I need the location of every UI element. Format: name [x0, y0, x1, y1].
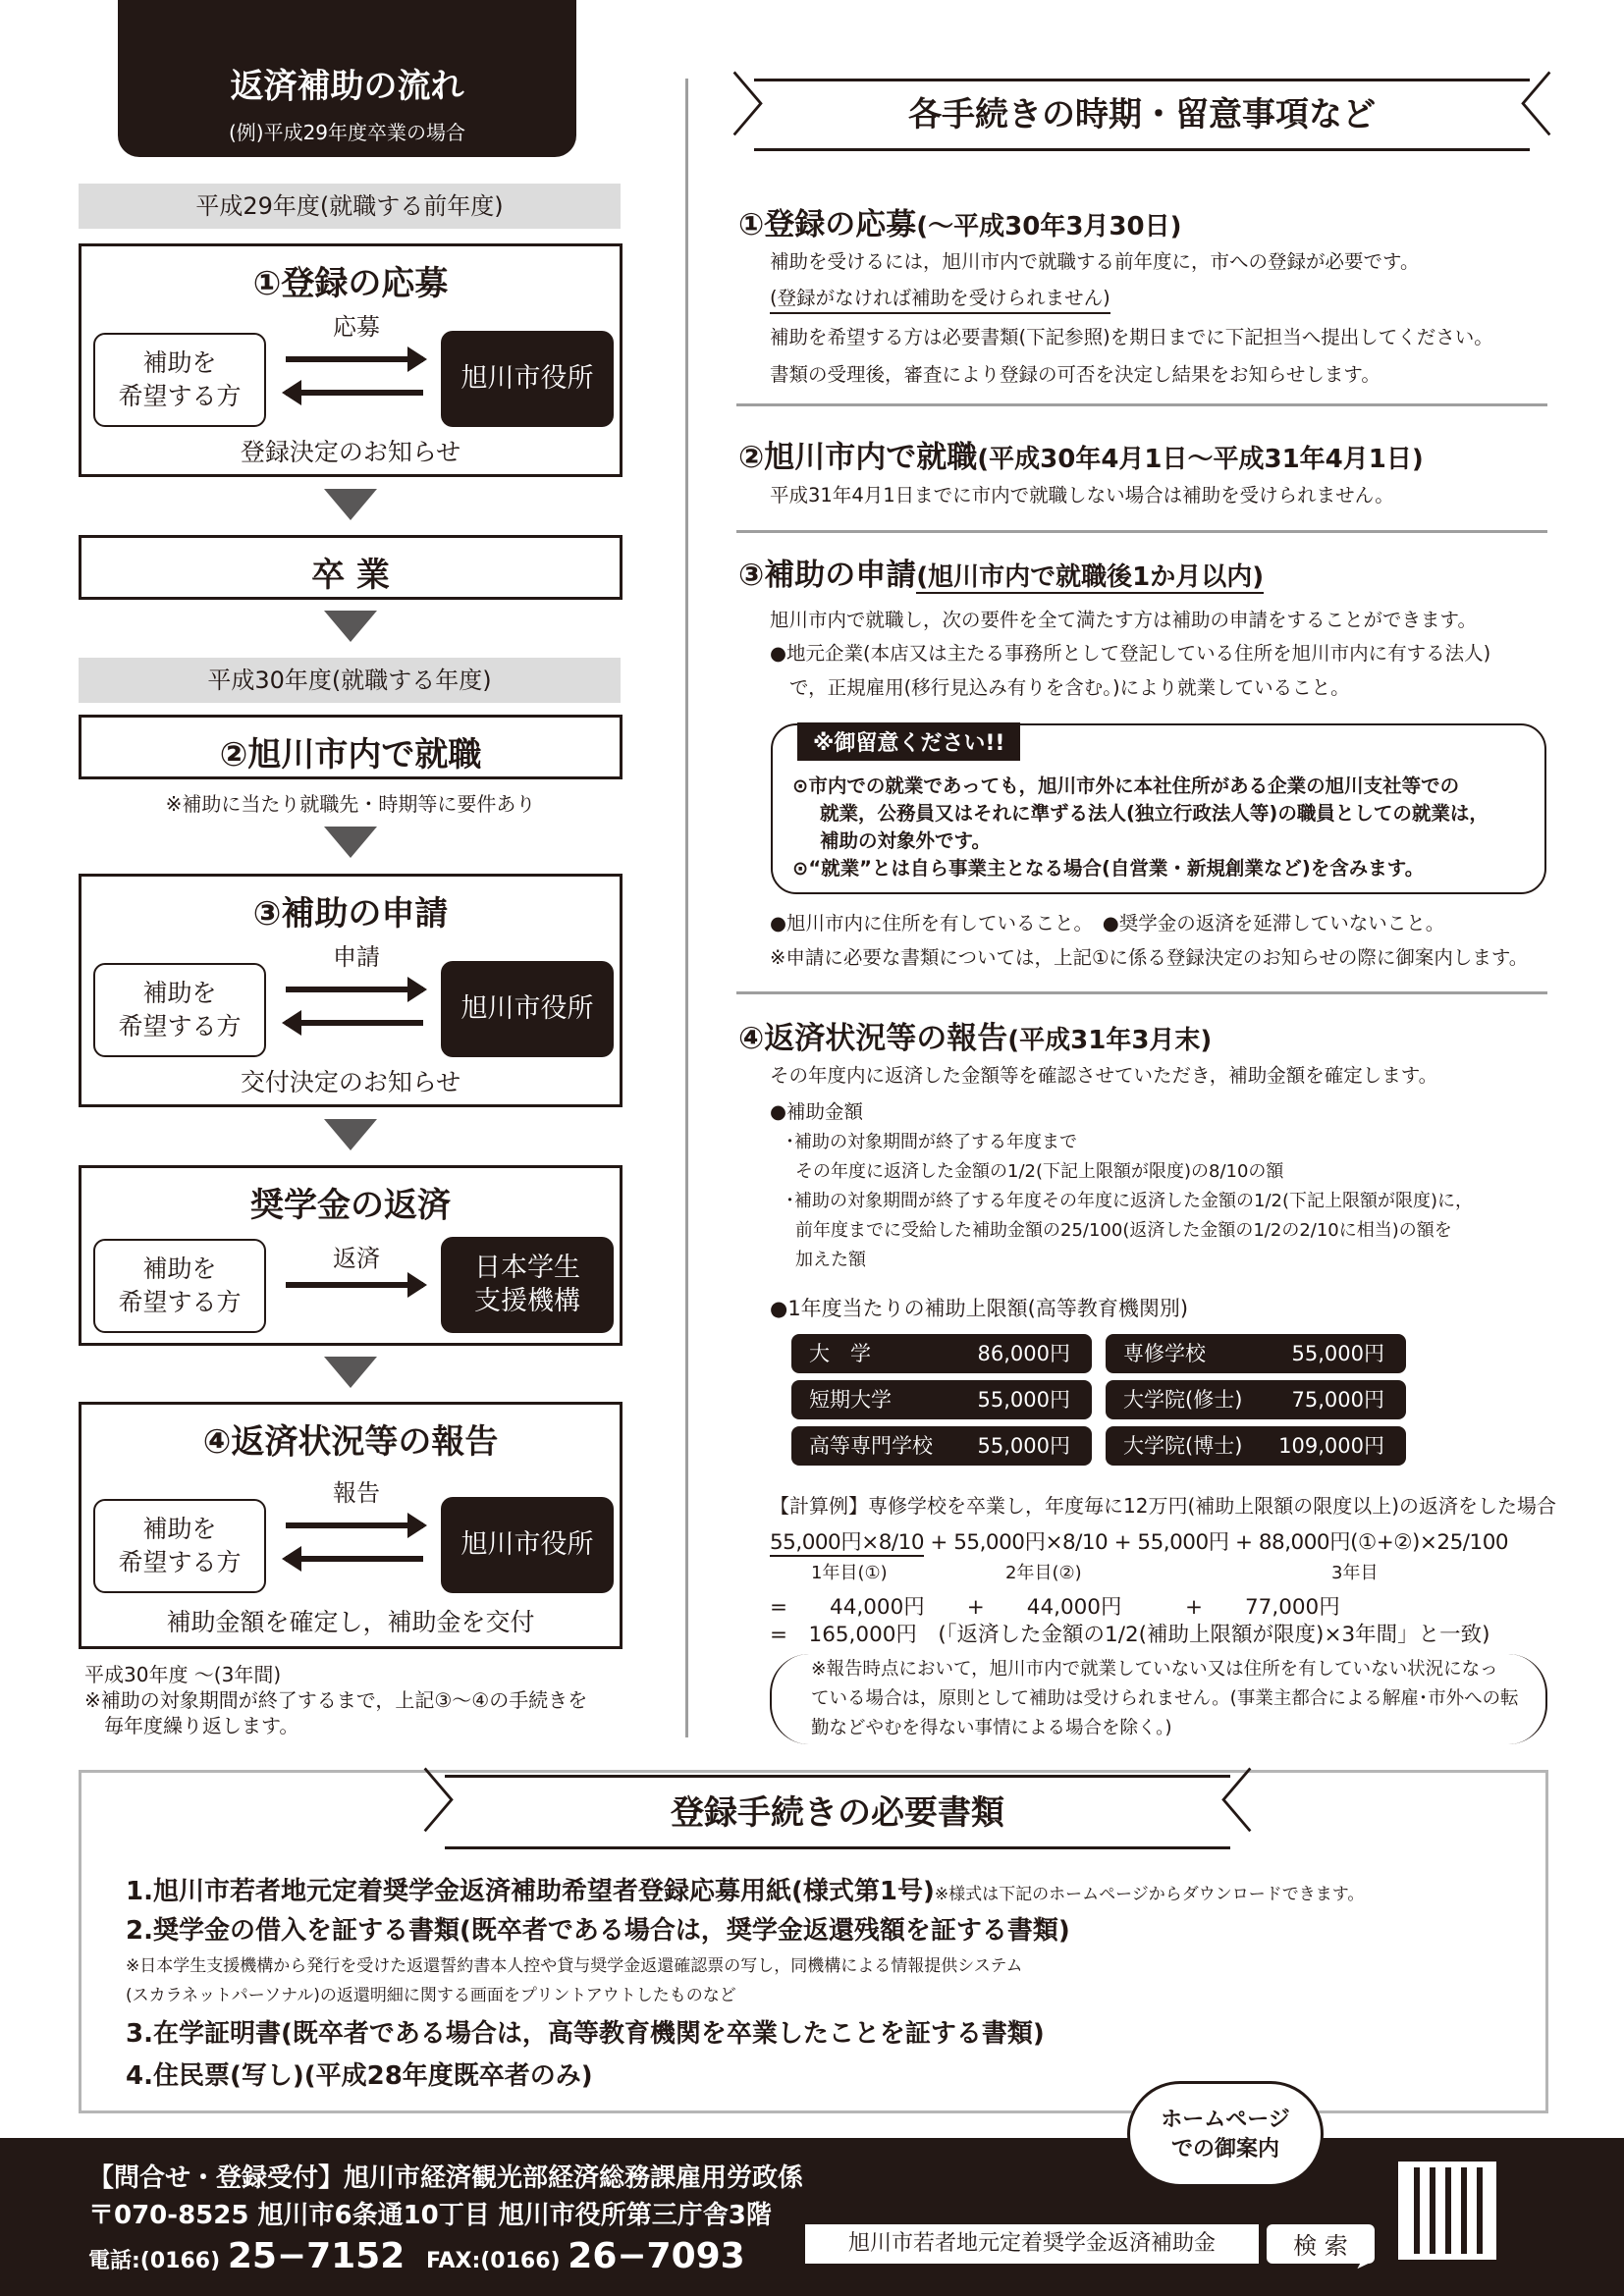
report-note-box: [770, 1654, 1547, 1744]
right-arrow: [286, 1522, 423, 1528]
calc-year-2: 2年目(②): [1005, 1563, 1082, 1583]
cap-tech-college: 高等専門学校 55,000円: [791, 1426, 1092, 1466]
step-employment: [79, 715, 623, 779]
step-graduation: [79, 535, 623, 600]
step-repayment: [79, 1165, 623, 1346]
zigzag-left-icon: 〉: [421, 1762, 490, 1842]
applicant-box: 補助を 希望する方: [93, 963, 266, 1057]
step-heading: ①登録の応募: [252, 264, 449, 303]
step-heading: 奨学金の返済: [250, 1186, 451, 1225]
cap-university: 大 学 86,000円: [791, 1334, 1092, 1373]
tel-number[interactable]: 25−7152: [227, 2236, 406, 2276]
fax-number: 26−7093: [568, 2236, 745, 2276]
tel-label: 電話:(0166): [88, 2249, 221, 2273]
cap-vocational: 専修学校 55,000円: [1106, 1334, 1406, 1373]
flow-title: 返済補助の流れ: [230, 67, 464, 106]
tail-note: ※補助の対象期間が終了するまで，上記③〜④の手続きを: [84, 1688, 588, 1712]
calc-formula: 55,000円×8/10 + 55,000円×8/10 + 55,000円 + 88,000円(①+②)×25/100: [770, 1530, 1509, 1555]
s3-text-2: ●地元企業(本店又は主たる事務所として登記している住所を旭川市内に有する法人): [770, 642, 1491, 665]
s4-text-6: 前年度までに受給した補助金額の25/100(返済した金額の1/2の2/10に相当)の額を: [795, 1220, 1452, 1241]
year-bar-2: 平成30年度(就職する年度): [79, 658, 621, 703]
s3-text-5: ※申請に必要な書類については，上記①に係る登録決定のお知らせの際に御案内します。: [770, 946, 1529, 969]
arrow-label: 報告: [333, 1479, 380, 1507]
s4-text-2: ●補助金額: [770, 1100, 864, 1123]
qr-code-icon[interactable]: [1398, 2162, 1496, 2260]
left-arrow: [286, 1020, 423, 1026]
calc-heading: 【計算例】専修学校を卒業し，年度毎に12万円(補助上限額の限度以上)の返済をした場合: [770, 1494, 1557, 1518]
homepage-bubble: ホームページ での御案内: [1127, 2081, 1324, 2187]
arrow-label: 申請: [333, 943, 380, 971]
employment-note: ※補助に当たり就職先・時期等に要件あり: [165, 792, 536, 816]
contact-address: 〒070-8525 旭川市6条通10丁目 旭川市役所第三庁舎3階: [88, 2201, 772, 2230]
down-arrow-4: [324, 1119, 377, 1150]
section-2-heading: ②旭川市内で就職(平成30年4月1日〜平成31年4月1日): [738, 440, 1424, 475]
jasso-box: 日本学生 支援機構: [441, 1237, 614, 1333]
graduation-label: 卒 業: [311, 556, 390, 595]
step-footer: 交付決定のお知らせ: [240, 1068, 461, 1096]
step-footer: 補助金額を確定し，補助金を交付: [166, 1608, 535, 1636]
divider-1: [736, 403, 1547, 406]
step-heading: ④返済状況等の報告: [202, 1422, 499, 1462]
step-report: [79, 1402, 623, 1649]
step-footer: 登録決定のお知らせ: [240, 438, 461, 466]
left-arrow: [286, 390, 423, 396]
zigzag-right-icon: 〈: [1185, 1762, 1254, 1842]
right-arrow: [286, 987, 423, 992]
left-arrow: [286, 1556, 423, 1562]
calc-year-3: 3年目: [1331, 1563, 1379, 1583]
city-office-box: 旭川市役所: [441, 1497, 614, 1593]
s1-text-2: (登録がなければ補助を受けられません): [770, 284, 1110, 314]
calc-year-1: 1年目(①): [811, 1563, 888, 1583]
divider-3: [736, 991, 1547, 994]
arrow-label: 返済: [333, 1245, 380, 1272]
contact-phones: [88, 2236, 745, 2276]
s1-text-3: 補助を希望する方は必要書類(下記参照)を期日までに下記担当へ提出してください。: [770, 326, 1493, 348]
doc-item-1: 1.旭川市若者地元定着奨学金返済補助希望者登録応募用紙(様式第1号)※様式は下記のホームページからダウンロードできます。: [126, 1877, 1365, 1906]
s4-text-7: 加えた額: [795, 1250, 866, 1270]
down-arrow-3: [324, 827, 377, 858]
doc-item-2-note-1: ※日本学生支援機構から発行を受けた返還誓約書本人控や貸与奨学金返還確認票の写し，同機構による情報提供システム: [126, 1956, 1023, 1976]
section-1-heading: ①登録の応募(〜平成30年3月30日): [738, 207, 1182, 242]
right-title-ribbon: [731, 66, 1553, 151]
tail-note-2: 毎年度繰り返します。: [104, 1714, 299, 1737]
s4-text-8: ●1年度当たりの補助上限額(高等教育機関別): [770, 1297, 1189, 1320]
notice-line-1: ⊙市内での就業であっても，旭川市外に本社住所がある企業の旭川支社等での: [792, 774, 1460, 797]
year-bar-1: 平成29年度(就職する前年度): [79, 184, 621, 229]
s4-text-4: その年度に返済した金額の1/2(下記上限額が限度)の8/10の額: [795, 1161, 1284, 1182]
search-keyword-box[interactable]: 旭川市若者地元定着奨学金返済補助金: [805, 2224, 1259, 2264]
docs-title: 登録手続きの必要書類: [671, 1793, 1004, 1833]
cursor-icon: ➤: [1355, 2250, 1374, 2274]
s2-text-1: 平成31年4月1日までに市内で就職しない場合は補助を受けられません。: [770, 484, 1394, 507]
doc-item-2: 2.奨学金の借入を証する書類(既卒者である場合は，奨学金返還残額を証する書類): [126, 1916, 1070, 1946]
s3-text-4: ●旭川市内に住所を有していること。 ●奨学金の返済を延滞していないこと。: [770, 912, 1445, 934]
s1-text-1: 補助を受けるには，旭川市内で就職する前年度に，市への登録が必要です。: [770, 250, 1420, 273]
notice-line-4: ⊙“就業”とは自ら事業主となる場合(自営業・新規創業など)を含みます。: [792, 857, 1425, 880]
down-arrow-2: [324, 611, 377, 642]
flow-subtitle: (例)平成29年度卒業の場合: [228, 121, 466, 144]
right-arrow: [286, 1282, 423, 1288]
city-office-box: 旭川市役所: [441, 331, 614, 427]
doc-item-4: 4.住民票(写し)(平成28年度既卒者のみ): [126, 2061, 593, 2091]
cap-junior-college: 短期大学 55,000円: [791, 1380, 1092, 1419]
column-divider: [685, 79, 688, 1737]
cap-masters: 大学院(修士) 75,000円: [1106, 1380, 1406, 1419]
applicant-box: 補助を 希望する方: [93, 333, 266, 427]
search-button[interactable]: 検 索: [1265, 2222, 1377, 2266]
section-3-heading: ③補助の申請(旭川市内で就職後1か月以内): [738, 558, 1265, 593]
section-4-heading: ④返済状況等の報告(平成31年3月末): [738, 1021, 1213, 1056]
notice-line-3: 補助の対象外です。: [820, 829, 991, 852]
calc-result-2: = 165,000円 (「返済した金額の1/2(補助上限額が限度)×3年間」と一致): [770, 1623, 1490, 1647]
required-docs-box: [79, 1762, 1548, 2113]
notice-tag: ※御留意ください!!: [797, 722, 1020, 761]
down-arrow-1: [324, 489, 377, 520]
docs-title-ribbon: [421, 1762, 1254, 1849]
s3-text-1: 旭川市内で就職し，次の要件を全て満たす方は補助の申請をすることができます。: [770, 609, 1477, 631]
step-heading: ③補助の申請: [252, 894, 449, 934]
step-heading: ②旭川市内で就職: [219, 735, 482, 774]
report-note-1: ※報告時点において，旭川市内で就業していない又は住所を有していない状況になっ: [811, 1659, 1498, 1680]
down-arrow-5: [324, 1357, 377, 1388]
right-title: 各手続きの時期・留意事項など: [908, 95, 1376, 134]
s4-text-3: ･補助の対象期間が終了する年度まで: [785, 1132, 1077, 1152]
notice-line-2: 就業，公務員又はそれに準ずる法人(独立行政法人等)の職員としての就業は，: [820, 802, 1489, 825]
contact-office: 【問合せ・登録受付】旭川市経済観光部経済総務課雇用労政係: [88, 2163, 804, 2193]
doc-item-3: 3.在学証明書(既卒者である場合は，高等教育機関を卒業したことを証する書類): [126, 2019, 1045, 2049]
right-arrow: [286, 356, 423, 362]
step-registration: [79, 243, 623, 477]
arrow-label: 応募: [333, 313, 380, 341]
zigzag-right-icon: 〈: [1485, 66, 1553, 146]
report-note-3: 勤などやむを得ない事情による場合を除く。): [811, 1718, 1172, 1738]
cap-doctoral: 大学院(博士) 109,000円: [1106, 1426, 1406, 1466]
fax-label: FAX:(0166): [425, 2249, 561, 2273]
s3-text-3: で，正規雇用(移行見込み有りを含む。)により就業していること。: [789, 676, 1350, 699]
city-office-box: 旭川市役所: [441, 961, 614, 1057]
zigzag-left-icon: 〉: [731, 66, 799, 146]
calc-result-1: = 44,000円 + 44,000円 + 77,000円: [770, 1595, 1340, 1620]
s4-text-1: その年度内に返済した金額等を確認させていただき，補助金額を確定します。: [770, 1064, 1438, 1087]
contact-footer: [0, 2138, 1624, 2296]
report-note-2: ている場合は，原則として補助は受けられません。(事業主都合による解雇･市外への転: [811, 1688, 1519, 1709]
flow-title-box: [118, 0, 576, 157]
step-application: [79, 874, 623, 1107]
applicant-box: 補助を 希望する方: [93, 1499, 266, 1593]
notice-box: [771, 723, 1546, 894]
applicant-box: 補助を 希望する方: [93, 1239, 266, 1333]
doc-item-2-note-2: (スカラネットパーソナル)の返還明細に関する画面をプリントアウトしたものなど: [126, 1986, 736, 2005]
s4-text-5: ･補助の対象期間が終了する年度その年度に返済した金額の1/2(下記上限額が限度)に，: [785, 1191, 1474, 1211]
divider-2: [736, 530, 1547, 533]
s1-text-4: 書類の受理後，審査により登録の可否を決定し結果をお知らせします。: [770, 363, 1380, 386]
tail-period: 平成30年度 〜(3年間): [84, 1663, 282, 1686]
